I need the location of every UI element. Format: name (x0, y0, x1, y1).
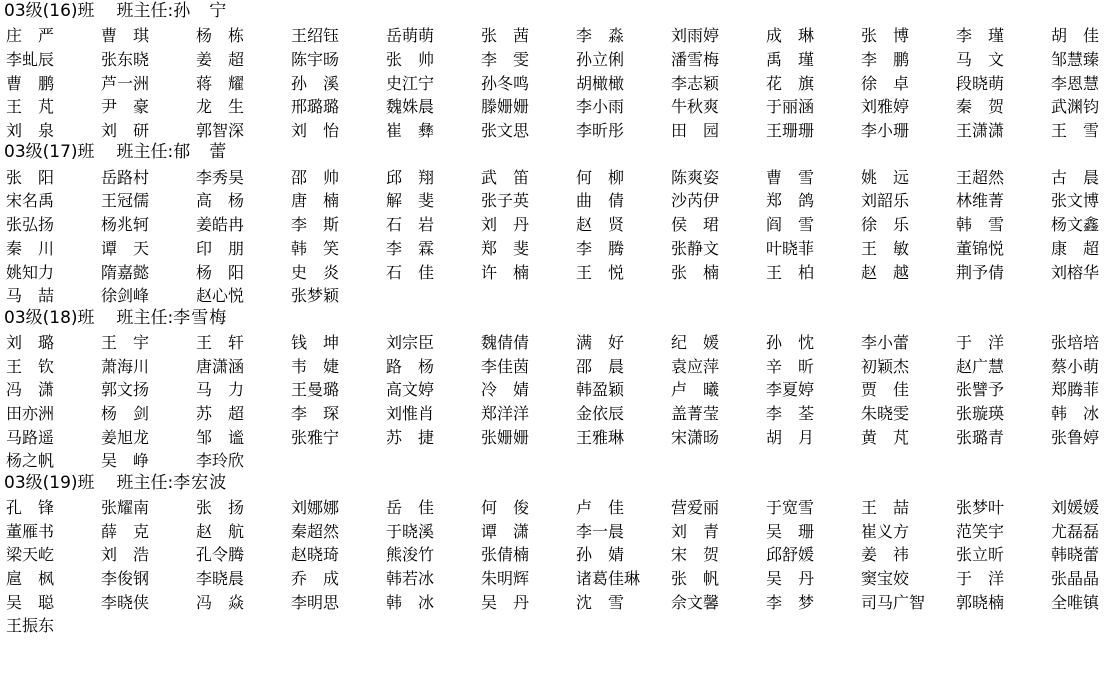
student-name: 蔡小萌 (1051, 356, 1100, 376)
student-name: 史江宁 (386, 73, 435, 93)
student-name: 韩晓蕾 (1051, 545, 1100, 565)
student-row (0, 518, 1114, 542)
student-name: 唐 楠 (291, 191, 340, 211)
student-name: 苏 超 (196, 403, 245, 423)
student-name: 王 钦 (6, 356, 55, 376)
student-name: 辛 昕 (766, 356, 815, 376)
student-name: 王振东 (6, 616, 55, 636)
class-label: 03级(18)班 (4, 307, 95, 328)
student-name: 隋嘉懿 (101, 262, 150, 282)
student-name: 高文婷 (386, 380, 435, 400)
student-name: 李 琛 (291, 403, 340, 423)
student-name: 侯 珺 (671, 215, 720, 235)
student-name: 谭 天 (101, 238, 150, 258)
student-name: 成 琳 (766, 26, 815, 46)
student-name: 于 洋 (956, 569, 1005, 589)
student-name: 杨文鑫 (1051, 215, 1100, 235)
student-name: 王雅琳 (576, 427, 625, 447)
student-name: 满 好 (576, 332, 625, 352)
student-name: 吴 珊 (766, 521, 815, 541)
student-name: 花 旗 (766, 73, 815, 93)
student-name: 刘榕华 (1051, 262, 1100, 282)
student-name: 李昕彤 (576, 121, 625, 141)
student-name: 秦超然 (291, 521, 340, 541)
student-name: 韩盈颖 (576, 380, 625, 400)
student-row (0, 353, 1114, 377)
student-name: 唐潇涵 (196, 356, 245, 376)
student-name: 刘惟肖 (386, 403, 435, 423)
student-name: 秦 川 (6, 238, 55, 258)
student-name: 全唯镇 (1051, 592, 1100, 612)
student-name: 刘宗臣 (386, 332, 435, 352)
student-name: 张子英 (481, 191, 530, 211)
student-name: 刘韶乐 (861, 191, 910, 211)
class-label: 03级(16)班 (4, 1, 95, 21)
student-name: 姜 祎 (861, 545, 910, 565)
student-name: 芦一洲 (101, 73, 150, 93)
student-name: 陈宇旸 (291, 50, 340, 70)
student-name: 李秀昊 (196, 167, 245, 187)
class-header (0, 141, 1114, 164)
student-name: 赵广慧 (956, 356, 1005, 376)
student-name: 胡 佳 (1051, 26, 1100, 46)
student-row (0, 94, 1114, 118)
class-header (0, 307, 1114, 330)
student-name: 李虬辰 (6, 50, 55, 70)
student-name: 岳 佳 (386, 498, 435, 518)
student-name: 张 茜 (481, 26, 530, 46)
student-name: 王潇潇 (956, 121, 1005, 141)
student-name: 冯 焱 (196, 592, 245, 612)
student-name: 苏 捷 (386, 427, 435, 447)
student-name: 乔 成 (291, 569, 340, 589)
student-name: 于晓溪 (386, 521, 435, 541)
student-name: 王 敏 (861, 238, 910, 258)
student-name: 李 霖 (386, 238, 435, 258)
student-name: 于 洋 (956, 332, 1005, 352)
student-name: 司马广智 (861, 592, 926, 612)
student-row (0, 212, 1114, 236)
student-name: 韩 冰 (1051, 403, 1100, 423)
student-name: 李佳茵 (481, 356, 530, 376)
student-name: 李小珊 (861, 121, 910, 141)
student-name: 孔令腾 (196, 545, 245, 565)
student-name: 杨之帆 (6, 451, 55, 471)
student-name: 李志颖 (671, 73, 720, 93)
head-teacher-name: 李雪梅 (173, 307, 228, 328)
student-row (0, 377, 1114, 401)
student-name: 田亦洲 (6, 403, 55, 423)
student-name: 吴 丹 (766, 569, 815, 589)
student-name: 许 楠 (481, 262, 530, 282)
head-teacher-label: 班主任: (116, 307, 174, 328)
head-teacher-label: 班主任: (116, 472, 174, 493)
student-name: 郭文扬 (101, 380, 150, 400)
student-name: 陈爽姿 (671, 167, 720, 187)
student-name: 尹 豪 (101, 97, 150, 117)
student-name: 董雁书 (6, 521, 55, 541)
student-name: 王 宇 (101, 332, 150, 352)
student-name: 佘文馨 (671, 592, 720, 612)
student-name: 印 朋 (196, 238, 245, 258)
class-section (0, 0, 1114, 141)
student-name: 张 扬 (196, 498, 245, 518)
student-name: 何 俊 (481, 498, 530, 518)
student-name: 张璐青 (956, 427, 1005, 447)
student-name: 郑腾菲 (1051, 380, 1100, 400)
student-name: 刘 青 (671, 521, 720, 541)
student-name: 王珊珊 (766, 121, 815, 141)
student-row (0, 23, 1114, 47)
student-name: 张耀南 (101, 498, 150, 518)
student-name: 赵 贤 (576, 215, 625, 235)
student-name: 胡橄橄 (576, 73, 625, 93)
student-name: 王超然 (956, 167, 1005, 187)
student-name: 纪 媛 (671, 332, 720, 352)
student-name: 王冠儒 (101, 191, 150, 211)
student-name: 徐 乐 (861, 215, 910, 235)
student-name: 邱舒媛 (766, 545, 815, 565)
student-name: 刘 丹 (481, 215, 530, 235)
student-name: 赵晓琦 (291, 545, 340, 565)
student-name: 杨 剑 (101, 403, 150, 423)
student-name: 康 超 (1051, 238, 1100, 258)
student-name: 张东晓 (101, 50, 150, 70)
student-name: 张梦颖 (291, 286, 340, 306)
student-name: 杨 阳 (196, 262, 245, 282)
student-name: 曹 琪 (101, 26, 150, 46)
student-name: 韩 笑 (291, 238, 340, 258)
student-name: 姜皓冉 (196, 215, 245, 235)
student-name: 熊浚竹 (386, 545, 435, 565)
student-name: 朱晓雯 (861, 403, 910, 423)
student-name: 张弘扬 (6, 215, 55, 235)
student-name: 袁应萍 (671, 356, 720, 376)
student-row (0, 283, 1114, 307)
student-row (0, 542, 1114, 566)
student-name: 郭智深 (196, 121, 245, 141)
student-name: 吴 聪 (6, 592, 55, 612)
student-row (0, 589, 1114, 613)
student-name: 姚 远 (861, 167, 910, 187)
student-name: 张倩楠 (481, 545, 530, 565)
student-name: 龙 生 (196, 97, 245, 117)
student-name: 曹 雪 (766, 167, 815, 187)
student-name: 刘 璐 (6, 332, 55, 352)
student-name: 李恩慧 (1051, 73, 1100, 93)
class-section (0, 307, 1114, 472)
student-name: 邢璐璐 (291, 97, 340, 117)
student-name: 岳路村 (101, 167, 150, 187)
student-name: 张雅宁 (291, 427, 340, 447)
student-name: 张培培 (1051, 332, 1100, 352)
student-row (0, 495, 1114, 519)
student-name: 郑 斐 (481, 238, 530, 258)
student-name: 姚知力 (6, 262, 55, 282)
class-label: 03级(17)班 (4, 142, 95, 163)
student-name: 张 博 (861, 26, 910, 46)
student-name: 李 鹏 (861, 50, 910, 70)
student-name: 刘 泉 (6, 121, 55, 141)
student-name: 王 芃 (6, 97, 55, 117)
student-name: 初颖杰 (861, 356, 910, 376)
student-name: 张晶晶 (1051, 569, 1100, 589)
student-name: 孙冬鸣 (481, 73, 530, 93)
student-name: 邱 翔 (386, 167, 435, 187)
student-name: 扈 枫 (6, 569, 55, 589)
student-name: 刘 浩 (101, 545, 150, 565)
student-name: 古 晨 (1051, 167, 1100, 187)
student-name: 李 荃 (766, 403, 815, 423)
student-name: 解 斐 (386, 191, 435, 211)
student-name: 史 炎 (291, 262, 340, 282)
student-name: 杨 栋 (196, 26, 245, 46)
student-name: 禹 瑾 (766, 50, 815, 70)
student-name: 李玲欣 (196, 451, 245, 471)
student-name: 李 斯 (291, 215, 340, 235)
student-name: 赵心悦 (196, 286, 245, 306)
student-name: 营爱丽 (671, 498, 720, 518)
student-name: 谭 潇 (481, 521, 530, 541)
student-name: 李晓侠 (101, 592, 150, 612)
student-row (0, 164, 1114, 188)
student-name: 韩 雪 (956, 215, 1005, 235)
student-name: 张 楠 (671, 262, 720, 282)
student-name: 牛秋爽 (671, 97, 720, 117)
student-name: 于丽涵 (766, 97, 815, 117)
student-name: 薛 克 (101, 521, 150, 541)
student-name: 叶晓菲 (766, 238, 815, 258)
student-name: 钱 坤 (291, 332, 340, 352)
student-name: 刘娜娜 (291, 498, 340, 518)
head-teacher-label: 班主任: (116, 142, 174, 163)
student-name: 段晓萌 (956, 73, 1005, 93)
student-name: 魏姝晨 (386, 97, 435, 117)
student-name: 孙 溪 (291, 73, 340, 93)
student-name: 萧海川 (101, 356, 150, 376)
student-name: 秦 贺 (956, 97, 1005, 117)
student-name: 黄 芃 (861, 427, 910, 447)
student-name: 宋 贺 (671, 545, 720, 565)
student-name: 高 杨 (196, 191, 245, 211)
student-row (0, 70, 1114, 94)
student-name: 王 轩 (196, 332, 245, 352)
student-name: 王绍钰 (291, 26, 340, 46)
student-name: 张文思 (481, 121, 530, 141)
head-teacher-name: 李宏波 (173, 472, 228, 493)
student-name: 岳萌萌 (386, 26, 435, 46)
student-name: 李 淼 (576, 26, 625, 46)
student-name: 孙立俐 (576, 50, 625, 70)
student-name: 宋名禹 (6, 191, 55, 211)
student-name: 张静文 (671, 238, 720, 258)
student-name: 贾 佳 (861, 380, 910, 400)
student-name: 李 雯 (481, 50, 530, 70)
student-name: 武 笛 (481, 167, 530, 187)
student-name: 李晓晨 (196, 569, 245, 589)
student-name: 吴 丹 (481, 592, 530, 612)
student-name: 沈 雪 (576, 592, 625, 612)
student-name: 路 杨 (386, 356, 435, 376)
student-name: 杨兆轲 (101, 215, 150, 235)
student-row (0, 236, 1114, 260)
student-name: 李小雨 (576, 97, 625, 117)
student-name: 朱明辉 (481, 569, 530, 589)
student-name: 王 柏 (766, 262, 815, 282)
student-name: 阎 雪 (766, 215, 815, 235)
student-name: 王 喆 (861, 498, 910, 518)
student-row (0, 259, 1114, 283)
student-row (0, 330, 1114, 354)
student-name: 郑洋洋 (481, 403, 530, 423)
student-name: 马 喆 (6, 286, 55, 306)
student-name: 石 岩 (386, 215, 435, 235)
student-name: 刘 怡 (291, 121, 340, 141)
student-name: 卢 曦 (671, 380, 720, 400)
student-name: 潘雪梅 (671, 50, 720, 70)
student-name: 冯 潇 (6, 380, 55, 400)
student-name: 刘媛媛 (1051, 498, 1100, 518)
class-section (0, 472, 1114, 637)
student-name: 张文博 (1051, 191, 1100, 211)
student-name: 曲 倩 (576, 191, 625, 211)
student-name: 郭晓楠 (956, 592, 1005, 612)
student-name: 滕姗姗 (481, 97, 530, 117)
student-name: 刘雨婷 (671, 26, 720, 46)
student-name: 胡 月 (766, 427, 815, 447)
student-row (0, 566, 1114, 590)
student-name: 蒋 耀 (196, 73, 245, 93)
student-name: 韩 冰 (386, 592, 435, 612)
student-name: 尤磊磊 (1051, 521, 1100, 541)
student-name: 邹 谧 (196, 427, 245, 447)
student-name: 姜 超 (196, 50, 245, 70)
student-name: 韦 婕 (291, 356, 340, 376)
student-name: 徐 卓 (861, 73, 910, 93)
student-name: 何 柳 (576, 167, 625, 187)
student-name: 武渊钧 (1051, 97, 1100, 117)
student-name: 张姗姗 (481, 427, 530, 447)
student-row (0, 424, 1114, 448)
student-name: 马 力 (196, 380, 245, 400)
student-name: 崔 彝 (386, 121, 435, 141)
student-name: 刘 研 (101, 121, 150, 141)
student-name: 田 园 (671, 121, 720, 141)
student-row (0, 118, 1114, 142)
student-name: 赵 航 (196, 521, 245, 541)
student-name: 孙 忱 (766, 332, 815, 352)
student-name: 卢 佳 (576, 498, 625, 518)
student-name: 孔 锋 (6, 498, 55, 518)
student-row (0, 47, 1114, 71)
student-name: 梁天屹 (6, 545, 55, 565)
student-row (0, 448, 1114, 472)
student-name: 庄 严 (6, 26, 55, 46)
class-label: 03级(19)班 (4, 472, 95, 493)
student-name: 赵 越 (861, 262, 910, 282)
student-name: 姜旭龙 (101, 427, 150, 447)
student-name: 荆予倩 (956, 262, 1005, 282)
student-name: 王曼璐 (291, 380, 340, 400)
student-name: 董锦悦 (956, 238, 1005, 258)
student-name: 张璇瑛 (956, 403, 1005, 423)
student-name: 张鲁婷 (1051, 427, 1100, 447)
student-name: 窦宝姣 (861, 569, 910, 589)
class-header (0, 472, 1114, 495)
student-name: 徐剑峰 (101, 286, 150, 306)
student-name: 李 瑾 (956, 26, 1005, 46)
student-name: 范笑宇 (956, 521, 1005, 541)
head-teacher-name: 孙 宁 (173, 1, 228, 21)
student-name: 张 帅 (386, 50, 435, 70)
student-name: 邵 晨 (576, 356, 625, 376)
student-name: 刘雅婷 (861, 97, 910, 117)
student-name: 宋潇旸 (671, 427, 720, 447)
student-name: 李夏婷 (766, 380, 815, 400)
student-name: 王 悦 (576, 262, 625, 282)
student-row (0, 188, 1114, 212)
student-name: 邹慧臻 (1051, 50, 1100, 70)
student-name: 金依辰 (576, 403, 625, 423)
student-name: 张 阳 (6, 167, 55, 187)
student-name: 孙 婧 (576, 545, 625, 565)
student-name: 张譬予 (956, 380, 1005, 400)
class-header (0, 0, 1114, 23)
head-teacher-label: 班主任: (116, 1, 174, 21)
student-name: 张梦叶 (956, 498, 1005, 518)
student-name: 盖菁莹 (671, 403, 720, 423)
student-row (0, 401, 1114, 425)
student-name: 林维菁 (956, 191, 1005, 211)
student-name: 李明思 (291, 592, 340, 612)
student-name: 沙芮伊 (671, 191, 720, 211)
class-section (0, 141, 1114, 306)
student-name: 李 梦 (766, 592, 815, 612)
student-name: 曹 鹏 (6, 73, 55, 93)
student-name: 张立昕 (956, 545, 1005, 565)
student-name: 魏倩倩 (481, 332, 530, 352)
student-name: 李小蕾 (861, 332, 910, 352)
student-name: 李俊钢 (101, 569, 150, 589)
student-name: 冷 婧 (481, 380, 530, 400)
student-name: 韩若冰 (386, 569, 435, 589)
student-row (0, 613, 1114, 637)
student-name: 诸葛佳琳 (576, 569, 641, 589)
student-name: 王 雪 (1051, 121, 1100, 141)
student-name: 张 帆 (671, 569, 720, 589)
head-teacher-name: 郁 蕾 (173, 142, 228, 163)
student-name: 邵 帅 (291, 167, 340, 187)
student-name: 石 佳 (386, 262, 435, 282)
student-name: 马路遥 (6, 427, 55, 447)
student-name: 马 文 (956, 50, 1005, 70)
student-name: 吴 峥 (101, 451, 150, 471)
student-name: 于宽雪 (766, 498, 815, 518)
student-name: 李 腾 (576, 238, 625, 258)
student-name: 崔义方 (861, 521, 910, 541)
student-name: 李一晨 (576, 521, 625, 541)
student-name: 郑 鸽 (766, 191, 815, 211)
